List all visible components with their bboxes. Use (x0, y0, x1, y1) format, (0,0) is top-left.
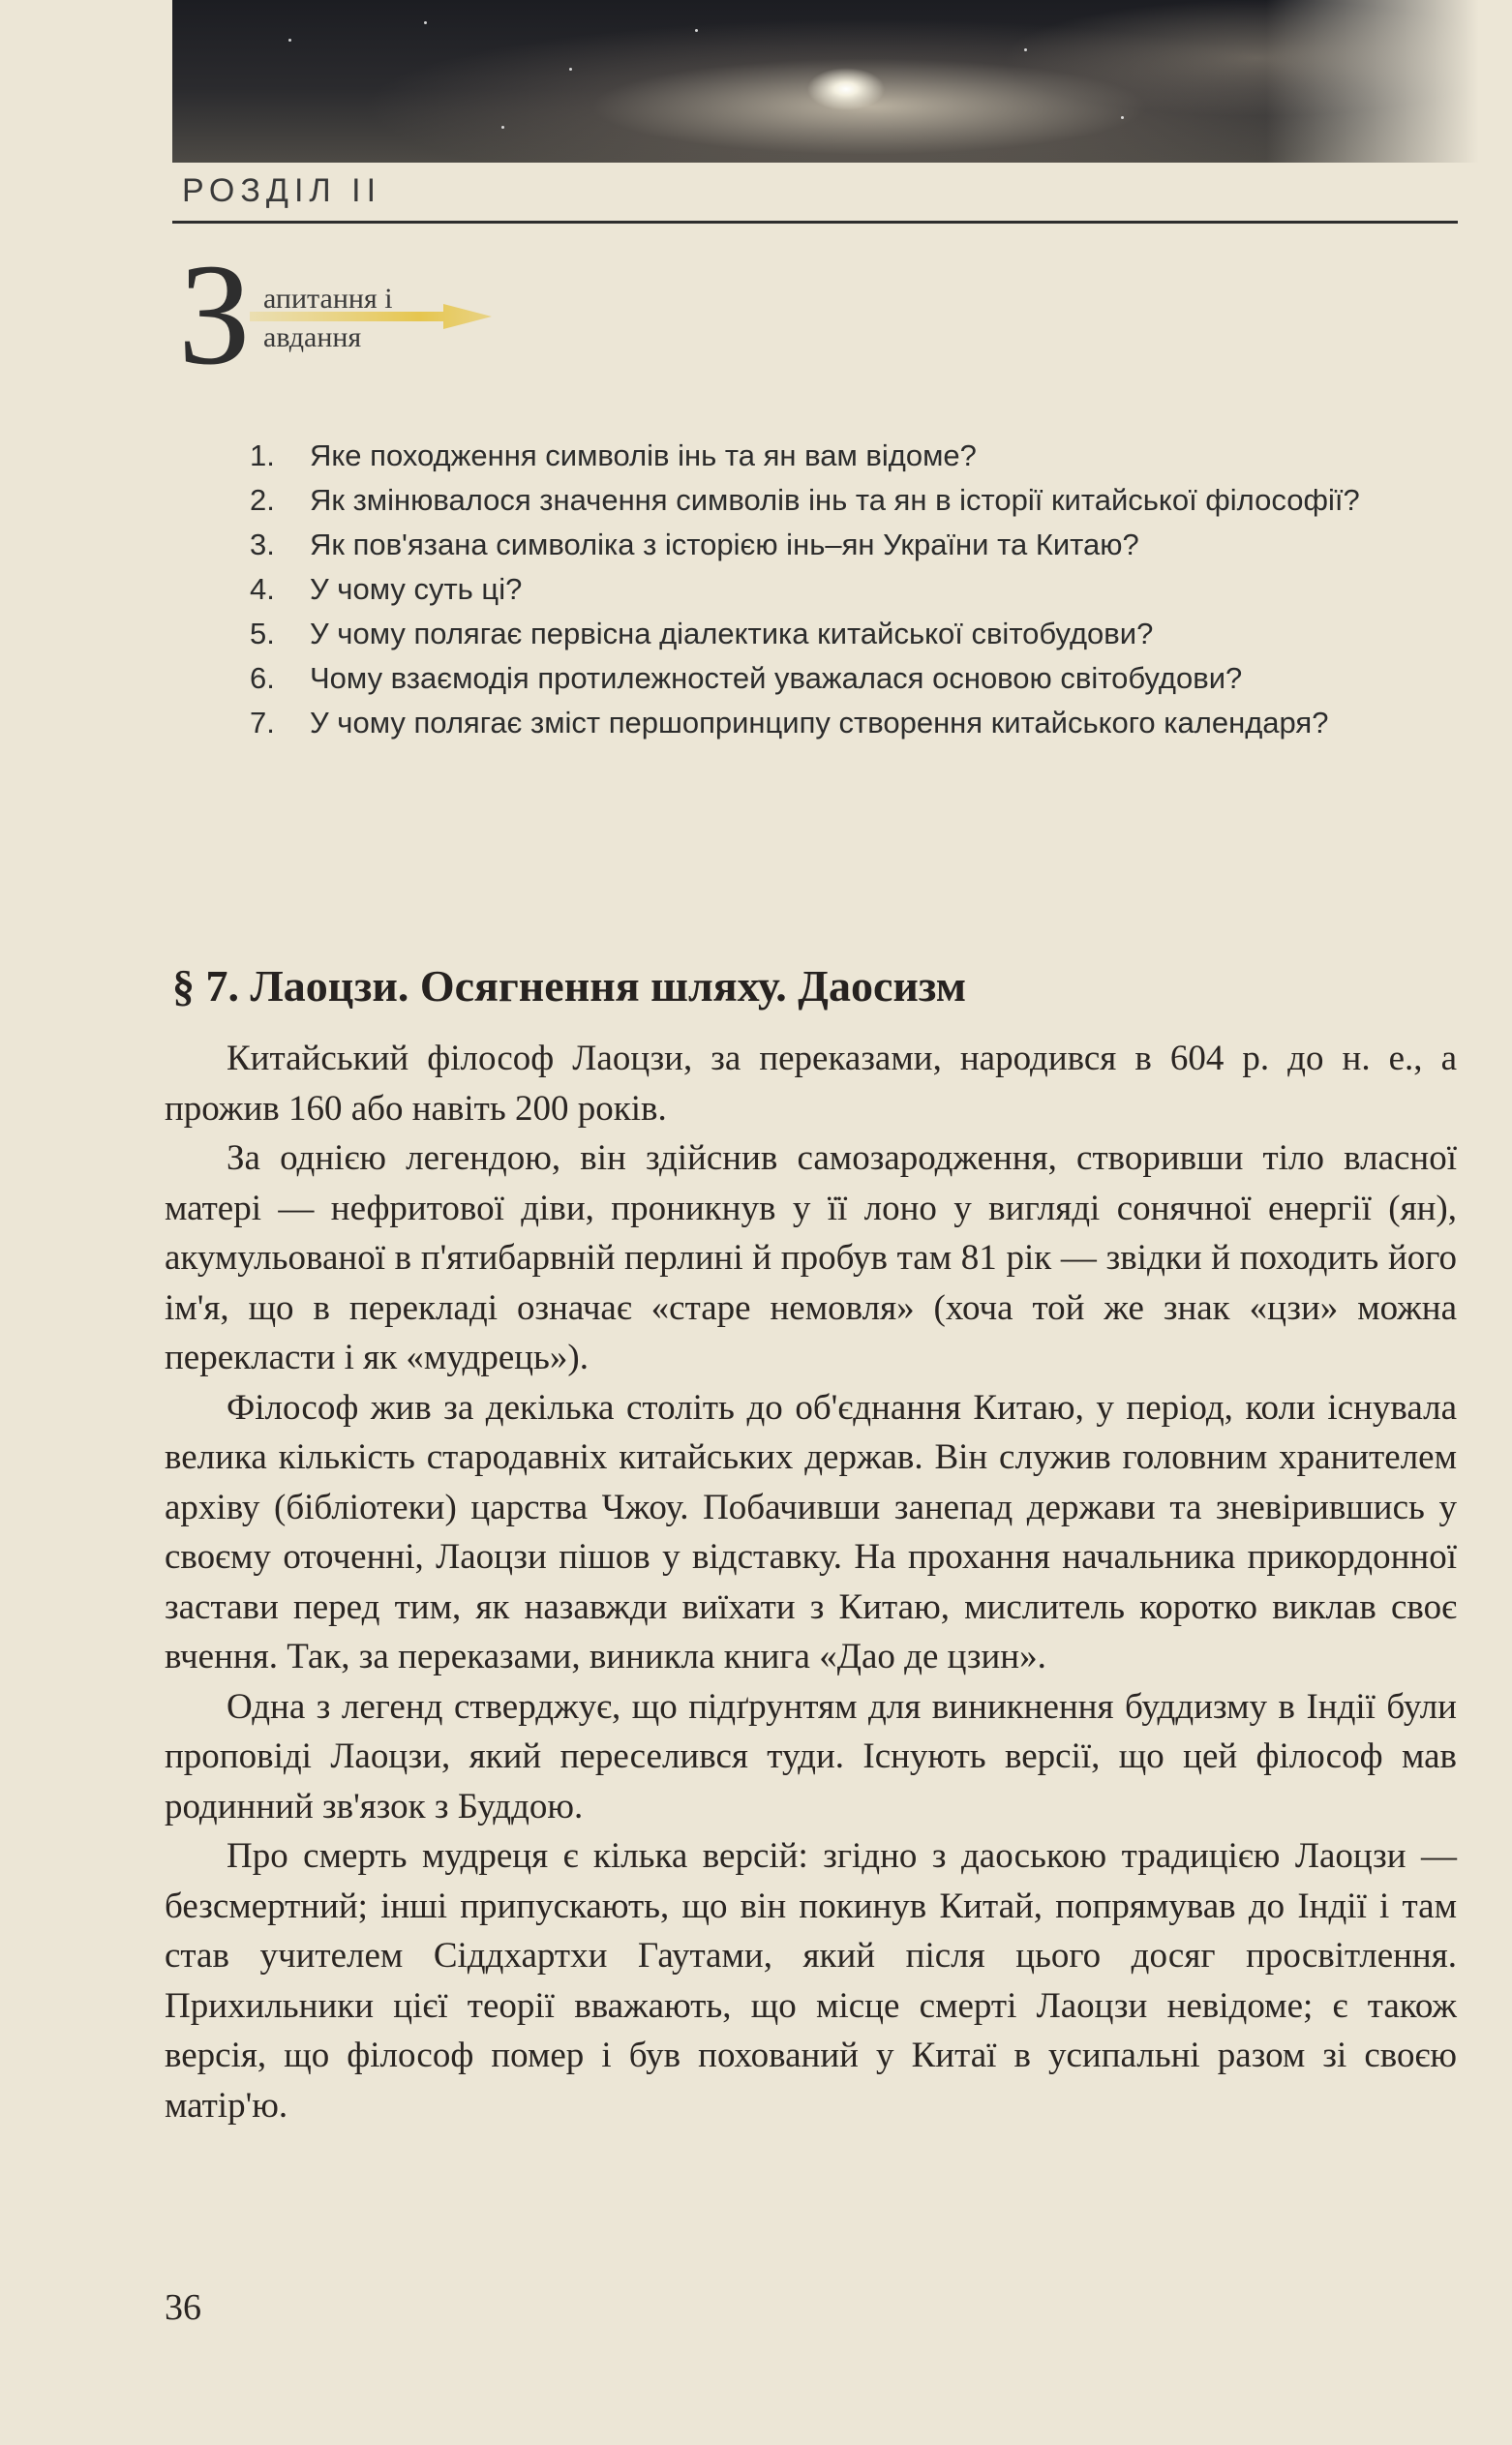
chapter-label: РОЗДІЛ II (182, 172, 382, 209)
questions-heading (165, 234, 571, 407)
section-title: § 7. Лаоцзи. Осягнення шляху. Даосизм (172, 961, 967, 1011)
galaxy-banner-image (172, 0, 1479, 163)
question-item: 3. Як пов'язана символіка з історією інь–ян України та Китаю? (250, 528, 1139, 561)
body-paragraph: Про смерть мудреця є кілька версій: згідно з даоською традицією Лаоцзи — безсмертний; інші припускають, що він покинув Китай, попрямував до Індії і там став учителем Сіддхартхи Гаутами, який після цього досяг просвітлення. Прихильники цієї теорії вважають, що місце смерті Лаоцзи невідоме; є також версія, що філософ помер і був похований у Китаї в усипальні разом зі своєю матір'ю. (165, 1836, 1457, 2126)
header-divider (172, 221, 1458, 224)
question-item: 5. У чому полягає первісна діалектика китайської світобудови? (250, 617, 1154, 650)
body-paragraph: За однією легендою, він здійснив самозародження, створивши тіло власної матері — нефритової діви, проникнув у її лоно у вигляді сонячної енергії (ян), акумульованої в п'ятибарвній перлині й пробув там 81 рік — звідки й походить його ім'я, що в перекладі означає «старе немовля» (хоча той же знак «цзи» можна перекласти і як «мудрець»). (165, 1138, 1457, 1377)
questions-heading-line1: апитання і (263, 283, 393, 315)
question-item: 2. Як змінювалося значення символів інь та ян в історії китайської філософії? (250, 483, 1360, 517)
questions-heading-line2: авдання (263, 321, 362, 353)
questions-list (250, 434, 1460, 745)
body-paragraph: Одна з легенд стверджує, що підґрунтям для виникнення буддизму в Індії були проповіді Лаоцзи, який переселився туди. Існують версії, що цей філософ мав родинний зв'язок з Буддою. (165, 1686, 1457, 1826)
question-item: 1. Яке походження символів інь та ян вам відоме? (250, 438, 977, 472)
page-number: 36 (165, 2287, 201, 2328)
question-item: 7. У чому полягає зміст першопринципу створення китайського календаря? (250, 706, 1329, 740)
question-item: 6. Чому взаємодія протилежностей уважалася основою світобудови? (250, 661, 1243, 695)
questions-drop-letter: З (178, 234, 252, 395)
question-item: 4. У чому суть ці? (250, 572, 523, 606)
body-paragraph: Філософ жив за декілька століть до об'єднання Китаю, у період, коли існувала велика кількість стародавніх китайських держав. Він служив головним хранителем архіву (бібліотеки) царства Чжоу. Побачивши занепад держави та зневірившись у своєму оточенні, Лаоцзи пішов у відставку. На прохання начальника прикордонної застави перед тим, як назавжди виїхати з Китаю, мислитель коротко виклав своє вчення. Так, за переказами, виникла книга «Дао де цзин». (165, 1387, 1457, 1676)
body-paragraph: Китайський філософ Лаоцзи, за переказами, народився в 604 р. до н. е., а прожив 160 або навіть 200 років. (165, 1039, 1457, 1129)
section-body (165, 1034, 1457, 2130)
